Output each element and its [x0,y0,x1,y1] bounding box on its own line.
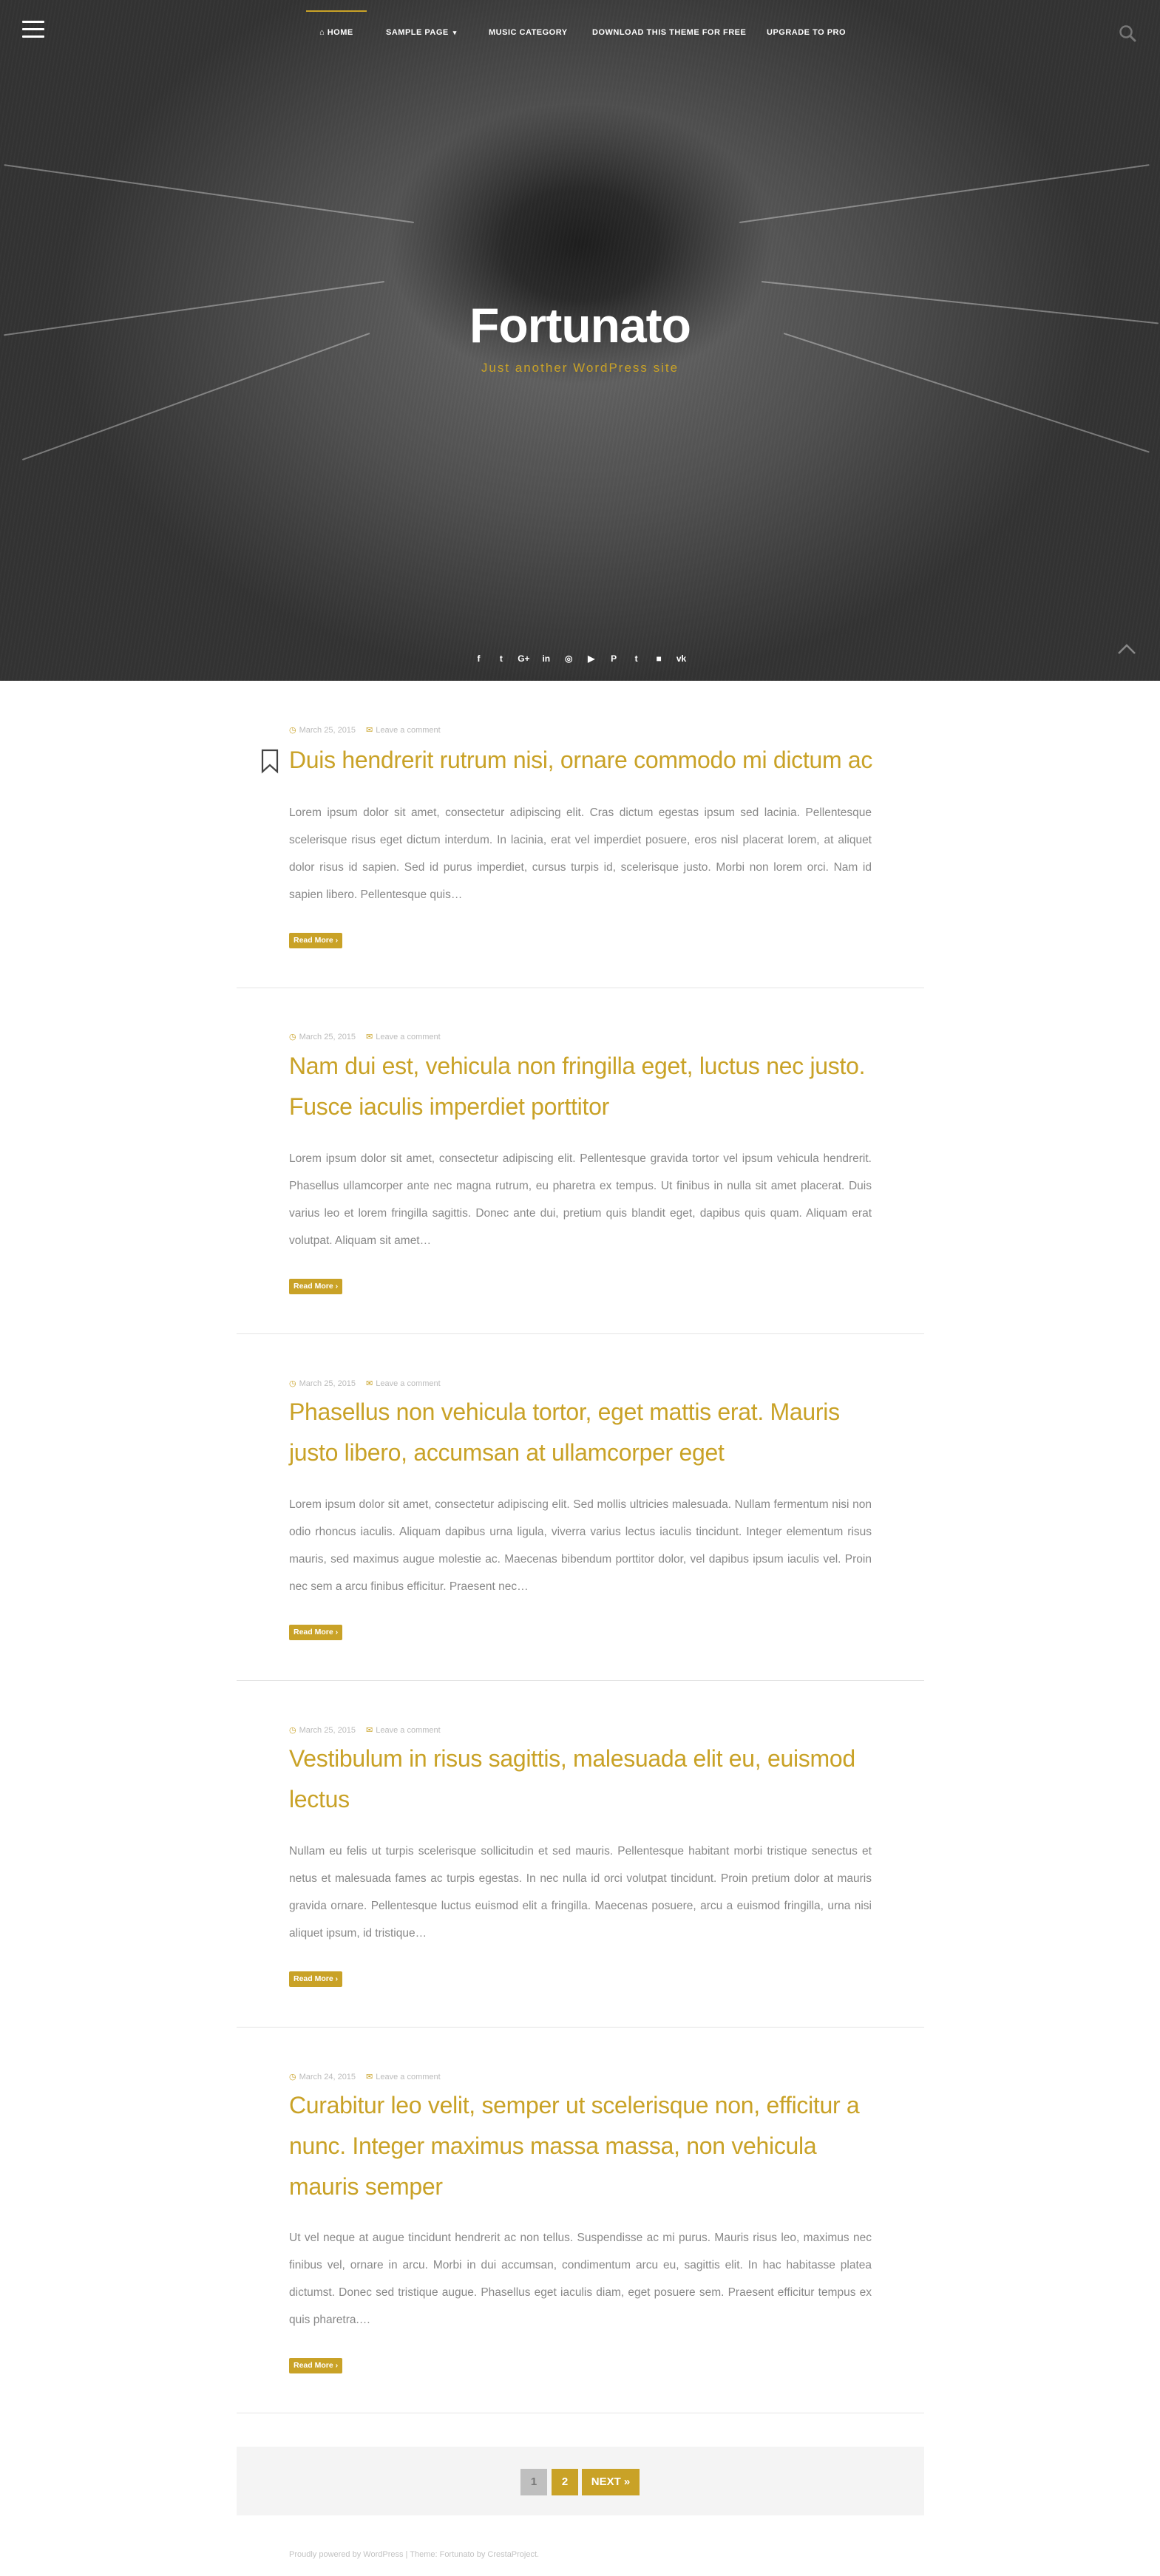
post-excerpt: Lorem ipsum dolor sit amet, consectetur adipiscing elit. Sed mollis ultricies malesuada. Nullam fermentum nisi non odio rhoncus iaculis. Aliquam dapibus urna ligula, viverra varius lectus iaculis tincidunt. Integer elementum risus mauris, sed maximus augue molestie ac. Maecenas bibendum porttitor dolor, vel dapibus ipsum iaculis vel. Proin nec sem a arcu finibus efficitur. Praesent nec… [289,1498,872,1593]
social-links [0,652,1160,665]
post-comment-link[interactable]: Leave a comment [376,1033,441,1041]
post-comment-link[interactable]: Leave a comment [376,1726,441,1735]
home-icon: ⌂ [319,28,328,37]
read-more-button[interactable]: Read More › [289,1625,342,1640]
footer-credits: Proudly powered by WordPress | Theme: Fortunato by CrestaProject. [289,2550,540,2559]
post-date[interactable]: March 24, 2015 [299,2073,356,2081]
nav-item-upgrade-pro[interactable]: UPGRADE TO PRO [767,28,847,37]
nav-item-download-theme[interactable]: DOWNLOAD THIS THEME FOR FREE [592,28,747,37]
twitter-icon[interactable]: t [499,653,503,664]
post-date[interactable]: March 25, 2015 [299,1033,356,1041]
post-date[interactable]: March 25, 2015 [299,1726,356,1735]
nav-item-music-category[interactable]: MUSIC CATEGORY [489,28,568,37]
pagination [237,2447,924,2515]
post-meta [289,1725,441,1735]
clock-icon: ◷ [289,1726,296,1735]
post-excerpt: Ut vel neque at augue tincidunt hendrerit ac non tellus. Suspendisse ac mi purus. Mauris risus leo, maximus nec finibus vel, ornare in arcu. Morbi in dui accumsan, condimentum arcu eu, sagittis elit. In hac habitasse platea dictumst. Donec sed tristique augue. Phasellus eget iaculis diam, eget posuere sem. Praesent efficitur tempus ex quis pharetra.… [289,2232,872,2326]
read-more-button[interactable]: Read More › [289,933,342,948]
nav-item-sample-page[interactable]: SAMPLE PAGE ▾ [386,28,457,37]
post-comment-link[interactable]: Leave a comment [376,1379,441,1388]
bookmark-icon [260,749,279,774]
read-more-button[interactable]: Read More › [289,1971,342,1987]
post-item [237,988,924,1334]
read-more-button[interactable]: Read More › [289,2358,342,2373]
post-title[interactable]: Vestibulum in risus sagittis, malesuada elit eu, euismod lectus [289,1745,855,1812]
main-navigation [0,0,1160,67]
post-meta [289,1379,441,1388]
post-item [237,2028,924,2413]
flickr-icon[interactable]: ■ [656,653,662,664]
site-title[interactable]: Fortunato [469,298,691,353]
comment-icon: ✉ [366,1726,373,1735]
google-plus-icon[interactable]: G+ [518,653,530,664]
post-comment-link[interactable]: Leave a comment [376,2073,441,2081]
comment-icon: ✉ [366,1033,373,1041]
comment-icon: ✉ [366,1379,373,1388]
page-current: 1 [520,2469,547,2495]
post-date[interactable]: March 25, 2015 [299,726,356,735]
post-meta [289,1032,441,1041]
post-title[interactable]: Duis hendrerit rutrum nisi, ornare commodo mi dictum ac [289,747,873,773]
instagram-icon[interactable]: ◎ [565,653,573,664]
clock-icon: ◷ [289,726,296,735]
read-more-button[interactable]: Read More › [289,1279,342,1294]
post-comment-link[interactable]: Leave a comment [376,726,441,735]
post-date[interactable]: March 25, 2015 [299,1379,356,1388]
post-title[interactable]: Nam dui est, vehicula non fringilla eget, luctus nec justo. Fusce iaculis imperdiet porttitor [289,1053,866,1120]
clock-icon: ◷ [289,1379,296,1388]
post-item [237,1681,924,2028]
next-page-button[interactable]: NEXT » [582,2469,640,2495]
post-excerpt: Lorem ipsum dolor sit amet, consectetur adipiscing elit. Pellentesque gravida tortor vel ipsum vehicula hendrerit. Phasellus ullamcorper ante nec magna rutrum, eu pharetra ex tempus. Ut finibus in nulla sit amet placerat. Duis varius leo et lorem fringilla sagittis. Donec ante dui, pretium quis blandit eget, dapibus quis quam. Aliquam erat volutpat. Aliquam sit amet… [289,1152,872,1247]
hero-header [0,0,1160,681]
post-excerpt: Nullam eu felis ut turpis scelerisque sollicitudin et sed mauris. Pellentesque habitant morbi tristique senectus et netus et malesuada fames ac turpis egestas. In nec nulla id orci volutpat tincidunt. Proin pretium dolor at mauris gravida ornare. Pellentesque luctus euismod elit a fringilla. Maecenas posuere, arcu a euismod fringilla, urna nisi aliquet ipsum, id tristique… [289,1845,872,1940]
search-icon[interactable] [1118,24,1137,43]
post-excerpt: Lorem ipsum dolor sit amet, consectetur adipiscing elit. Cras dictum egestas ipsum sed lacinia. Pellentesque scelerisque risus eget dictum interdum. In lacinia, erat vel imperdiet posuere, eros nisl placerat lorem, at aliquet dolor risus id sapien. Sed id purus imperdiet, cursus turpis id, scelerisque justo. Morbi non lorem orci. Nam id sapien libero. Pellentesque quis… [289,806,872,901]
linkedin-icon[interactable]: in [542,653,551,664]
chevron-down-icon: ▾ [452,29,457,36]
vk-icon[interactable]: vk [676,653,687,664]
comment-icon: ✉ [366,726,373,735]
comment-icon: ✉ [366,2073,373,2081]
page-link-2[interactable]: 2 [552,2469,578,2495]
site-tagline: Just another WordPress site [481,361,679,375]
pinterest-icon[interactable]: P [611,653,617,664]
chevron-up-icon[interactable] [1116,642,1137,656]
post-title[interactable]: Phasellus non vehicula tortor, eget mattis erat. Mauris justo libero, accumsan at ullamcorper eget [289,1399,840,1466]
facebook-icon[interactable]: f [477,653,481,664]
nav-item-home[interactable]: ⌂ HOME [319,28,353,43]
clock-icon: ◷ [289,1033,296,1041]
post-item [237,681,924,988]
post-item [237,1334,924,1681]
youtube-icon[interactable]: ▶ [588,653,595,664]
post-meta [289,725,441,735]
post-meta [289,2072,441,2081]
tumblr-icon[interactable]: t [634,653,638,664]
post-title[interactable]: Curabitur leo velit, semper ut scelerisque non, efficitur a nunc. Integer maximus massa massa, non vehicula mauris semper [289,2092,860,2200]
clock-icon: ◷ [289,2073,296,2081]
